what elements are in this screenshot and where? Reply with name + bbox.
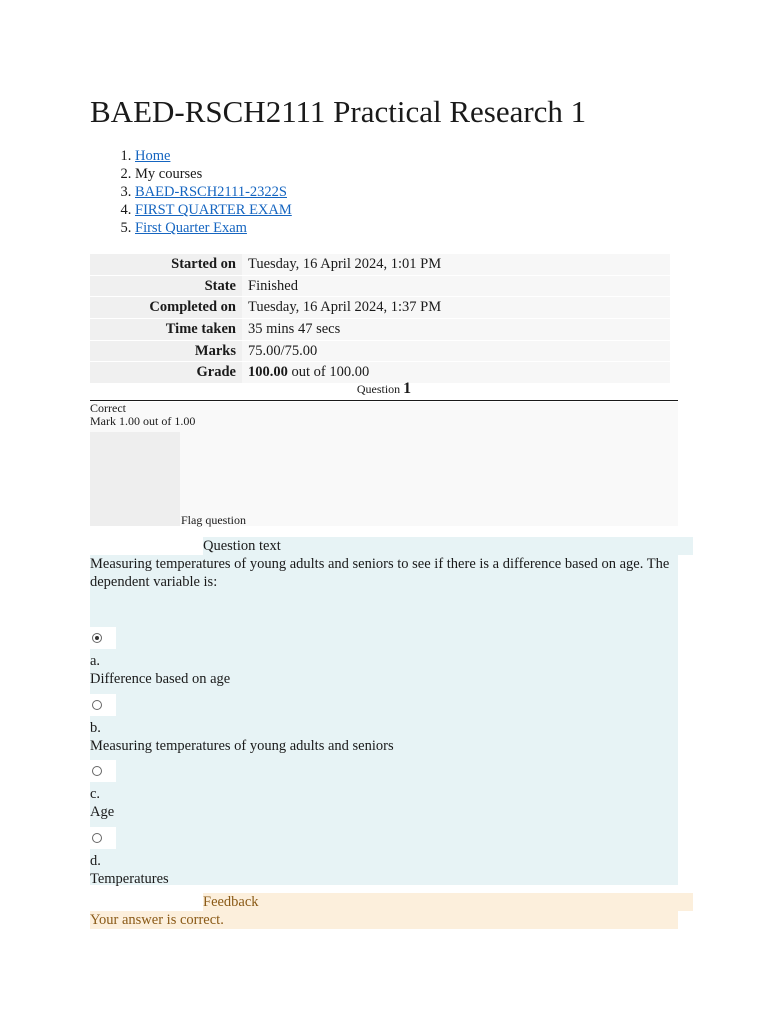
option-letter: c.: [90, 786, 101, 802]
summary-value: Finished: [242, 275, 670, 297]
summary-value: Tuesday, 16 April 2024, 1:37 PM: [242, 297, 670, 319]
answer-option-a[interactable]: [90, 627, 678, 688]
summary-row-time: [90, 319, 670, 341]
breadcrumb-link-section[interactable]: FIRST QUARTER EXAM: [135, 202, 292, 218]
breadcrumb-link-course[interactable]: BAED-RSCH2111-2322S: [135, 184, 287, 200]
attempt-summary-table: [90, 254, 670, 384]
question-status: Correct: [90, 401, 126, 415]
summary-label: State: [90, 275, 242, 297]
radio-icon[interactable]: [92, 700, 102, 710]
summary-label: Marks: [90, 340, 242, 362]
radio-icon[interactable]: [92, 833, 102, 843]
radio-box[interactable]: [90, 760, 116, 782]
breadcrumb-item-my-courses: [135, 165, 292, 183]
summary-row-state: [90, 275, 670, 297]
answer-option-c[interactable]: [90, 760, 678, 821]
option-text: Age: [90, 804, 115, 820]
feedback-text: Your answer is correct.: [90, 911, 678, 929]
flag-icon-area[interactable]: [90, 432, 180, 526]
breadcrumb-item-home[interactable]: [135, 147, 292, 165]
grade-suffix: out of 100.00: [287, 364, 370, 381]
grade-value: 100.00: [248, 364, 288, 381]
summary-label: Time taken: [90, 319, 242, 341]
question-mark: Mark 1.00 out of 1.00: [90, 414, 196, 428]
summary-value: Tuesday, 16 April 2024, 1:01 PM: [242, 254, 670, 275]
option-text: Measuring temperatures of young adults and seniors: [90, 738, 394, 754]
option-letter: a.: [90, 653, 101, 669]
summary-label: Grade: [90, 362, 242, 384]
option-text: Temperatures: [90, 871, 169, 887]
radio-box[interactable]: [90, 627, 116, 649]
answer-option-b[interactable]: [90, 694, 678, 755]
radio-box[interactable]: [90, 694, 116, 716]
question-prefix: Question: [356, 382, 404, 396]
summary-label: Completed on: [90, 297, 242, 319]
breadcrumb-link-home[interactable]: Home: [135, 148, 171, 164]
option-letter: d.: [90, 853, 101, 869]
radio-icon[interactable]: [92, 766, 102, 776]
summary-label: Started on: [90, 254, 242, 275]
question-info-panel: [90, 402, 678, 526]
summary-value: 35 mins 47 secs: [242, 319, 670, 341]
summary-row-marks: [90, 340, 670, 362]
option-text: Difference based on age: [90, 671, 231, 687]
answer-option-d[interactable]: [90, 827, 678, 888]
summary-row-completed: [90, 297, 670, 319]
breadcrumb-item-course[interactable]: [135, 183, 292, 201]
breadcrumb-link-quiz[interactable]: First Quarter Exam: [135, 220, 247, 236]
summary-value: 75.00/75.00: [242, 340, 670, 362]
flag-question-link[interactable]: Flag question: [181, 513, 246, 527]
feedback-heading: Feedback: [203, 893, 693, 911]
option-letter: b.: [90, 720, 101, 736]
question-text: Measuring temperatures of young adults and seniors to see if there is a difference based on age. The dependent variable is:: [90, 556, 670, 590]
radio-box[interactable]: [90, 827, 116, 849]
breadcrumb-item-section[interactable]: [135, 201, 292, 219]
question-heading: [90, 380, 678, 401]
question-text-heading: Question text: [203, 537, 693, 555]
page-title: BAED-RSCH2111 Practical Research 1: [90, 94, 587, 129]
radio-selected-icon[interactable]: [92, 633, 102, 643]
summary-row-started: [90, 254, 670, 275]
breadcrumb: [90, 147, 292, 237]
breadcrumb-item-quiz[interactable]: [135, 219, 292, 237]
breadcrumb-text-my-courses: My courses: [135, 166, 203, 182]
question-number: 1: [403, 380, 412, 397]
question-content: [90, 555, 678, 885]
